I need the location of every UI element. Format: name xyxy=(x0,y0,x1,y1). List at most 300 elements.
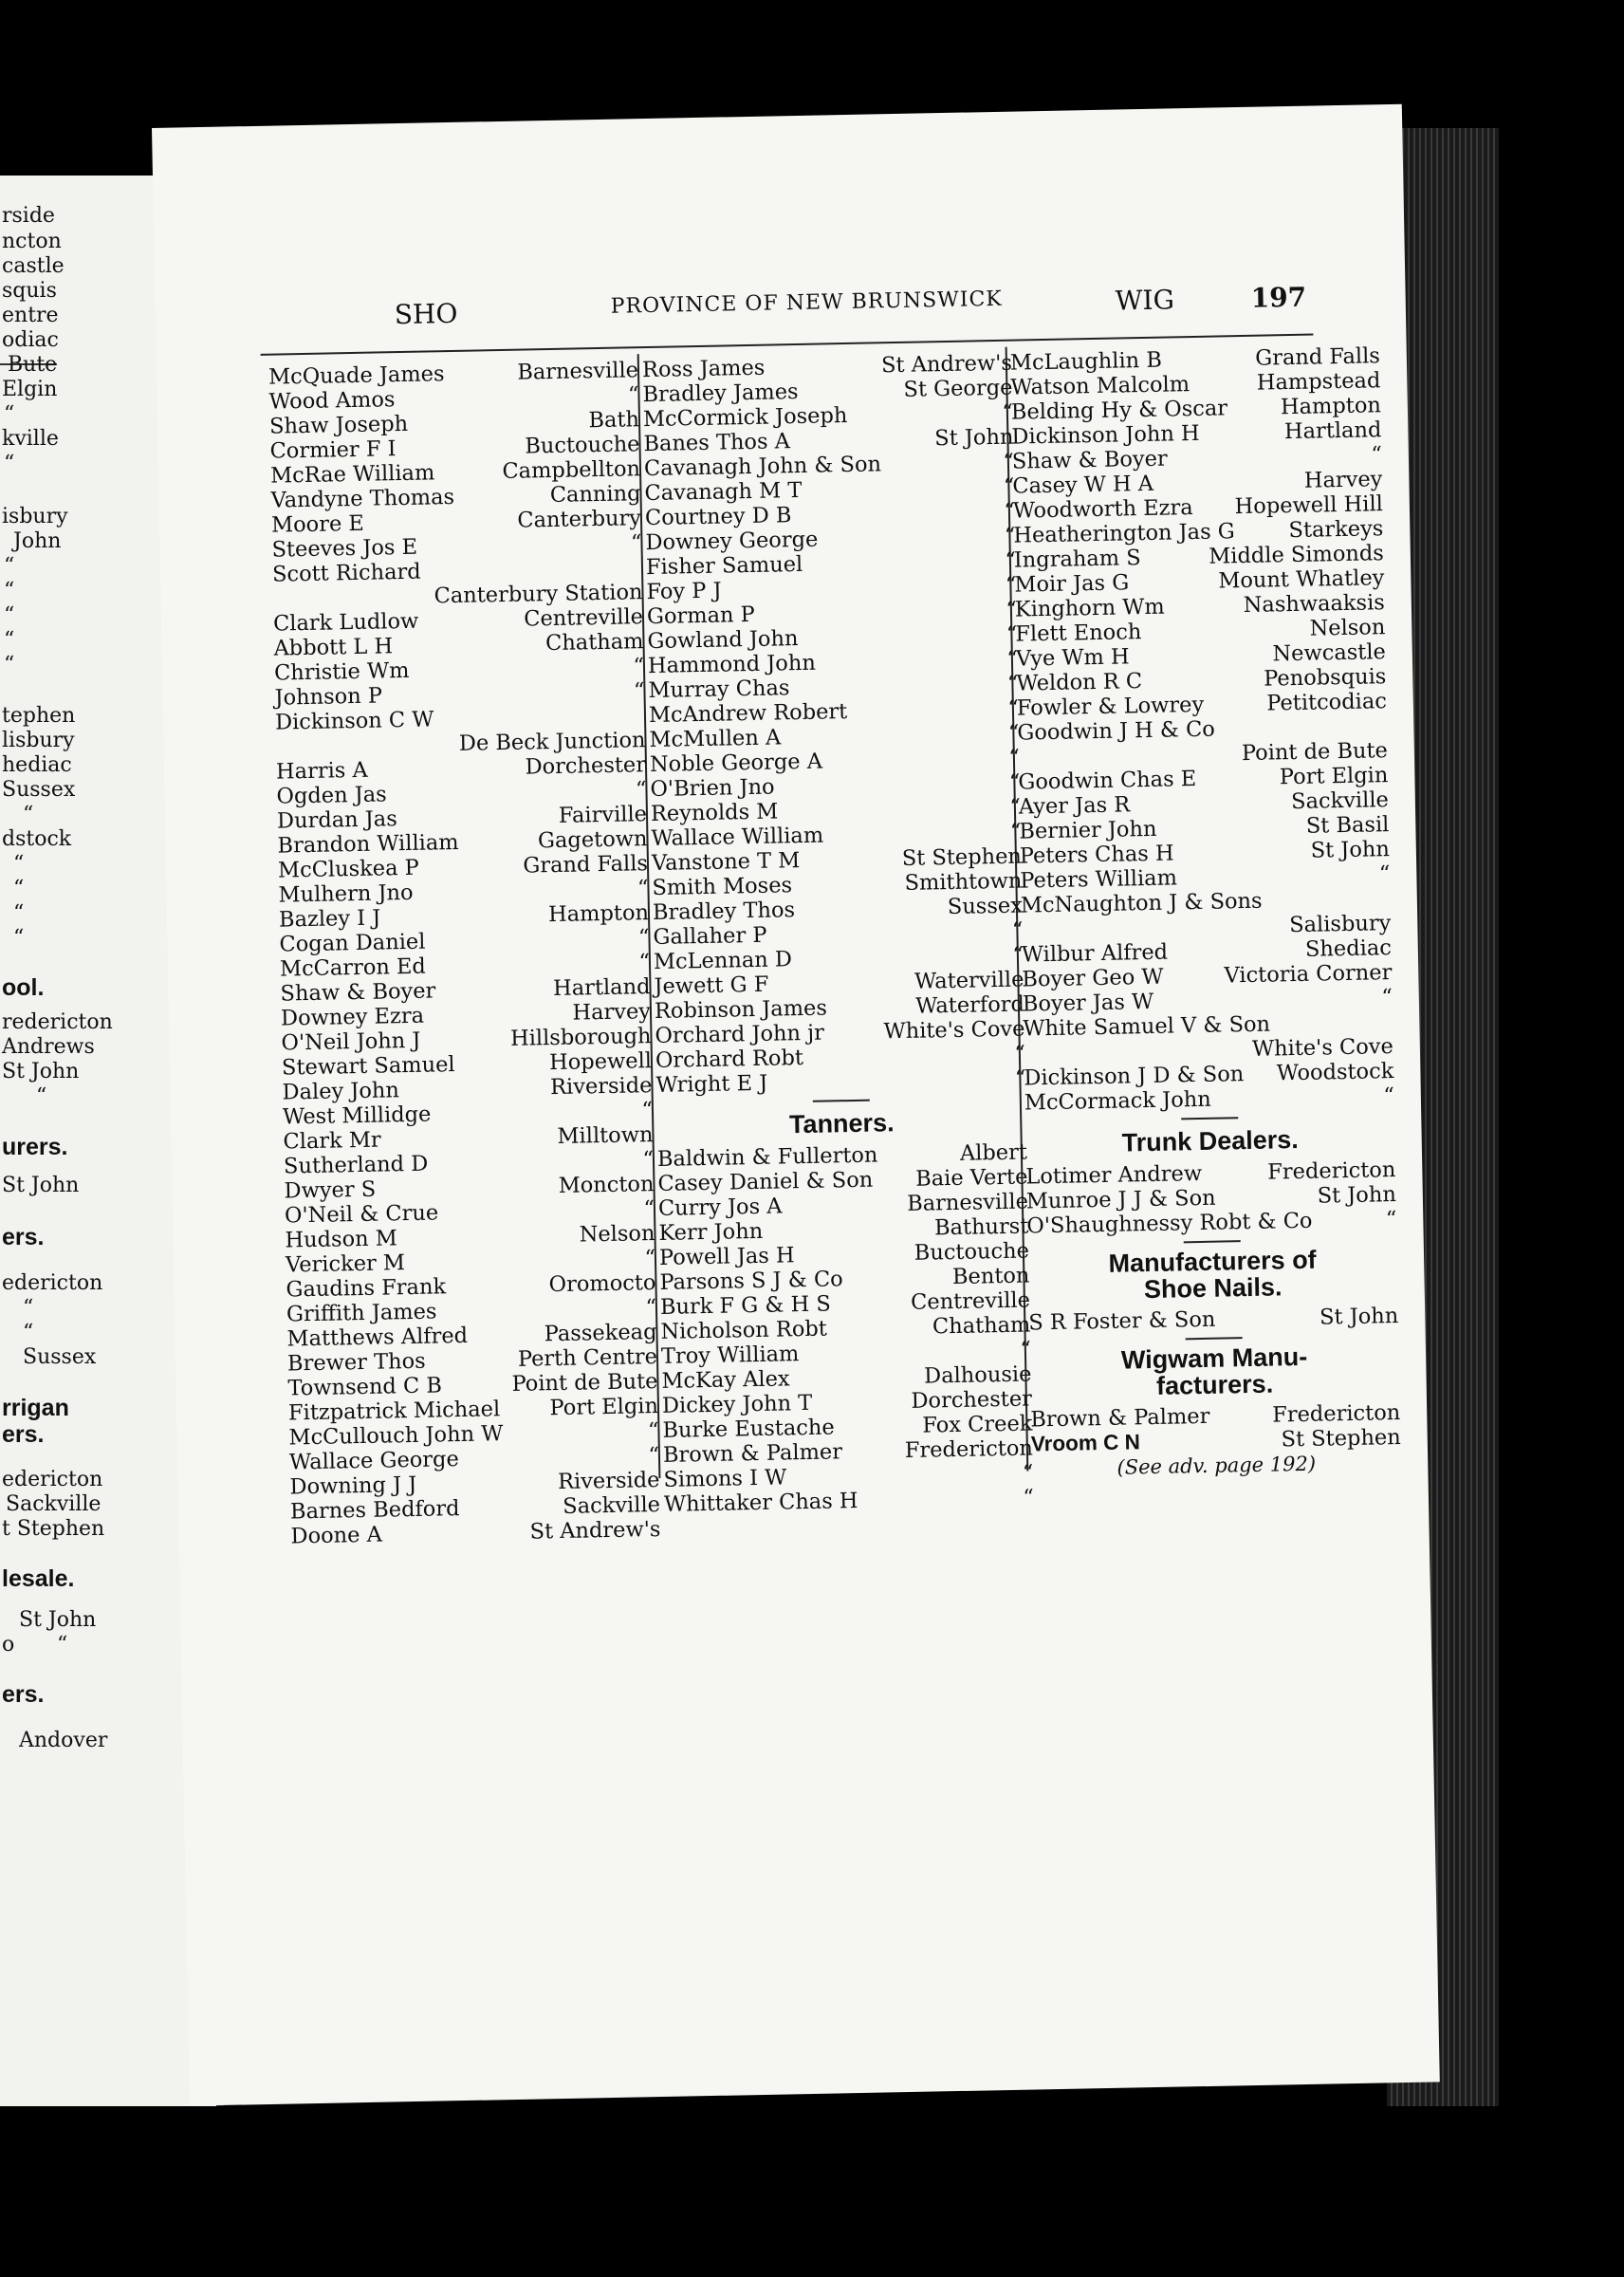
entry-place: Buctouche xyxy=(914,1238,1030,1266)
entry-name: Whittaker Chas H xyxy=(663,1488,858,1517)
entry-place: Baie Verte xyxy=(914,1164,1028,1192)
left-text-fragment: edericton xyxy=(2,1271,103,1295)
entry-name: Noble George A xyxy=(649,749,823,778)
entry-place: Fairville xyxy=(558,802,648,828)
entry-place: Hampstead xyxy=(1256,368,1381,396)
entry-place: St Andrew's xyxy=(880,350,1013,379)
entry-name: McLennan D xyxy=(653,947,793,975)
entry-name: Christie Wm xyxy=(273,657,410,686)
page-title: PROVINCE OF NEW BRUNSWICK xyxy=(610,287,1003,319)
entry-name: Clark Ludlow xyxy=(272,608,419,637)
entry-place: “ xyxy=(1004,523,1016,548)
entry-name: Woodworth Ezra xyxy=(1012,495,1193,524)
entry-place: St John xyxy=(1319,1304,1399,1330)
entry-name: Ayer Jas R xyxy=(1018,792,1131,820)
left-text-fragment: castle xyxy=(2,254,65,278)
entry-place: St John xyxy=(1317,1182,1397,1209)
entry-name: Vandyne Thomas xyxy=(270,484,455,513)
entry-place: Barnesville xyxy=(906,1189,1029,1216)
section-heading-shoe-nails xyxy=(1027,1245,1398,1305)
entry-name: Shaw & Boyer xyxy=(280,978,436,1007)
left-text-fragment: St John xyxy=(2,1060,80,1083)
left-text-fragment: Andover xyxy=(19,1729,108,1752)
entry-place: “ xyxy=(1004,498,1016,524)
entry-name: Parsons S J & Co xyxy=(659,1267,843,1295)
entry-place: Middle Simonds xyxy=(1208,541,1385,569)
section-heading-wigwam xyxy=(1029,1342,1400,1401)
entry-place: “ xyxy=(1371,442,1383,468)
entry-name: Flett Enoch xyxy=(1015,620,1142,647)
entry-name: McCluskea P xyxy=(277,855,420,883)
heading-line: Wigwam Manu- xyxy=(1120,1342,1308,1375)
left-text-fragment: Andrews xyxy=(2,1035,95,1059)
entry-name: McLaughlin B xyxy=(1009,347,1163,376)
entry-place: Milltown xyxy=(557,1122,654,1149)
left-text-fragment: “ xyxy=(13,877,25,900)
entry-name: Sutherland D xyxy=(283,1151,429,1179)
entry-name: Downey Ezra xyxy=(280,1003,425,1031)
entry-place: “ xyxy=(1012,942,1024,968)
entry-place: “ xyxy=(1009,794,1022,820)
entry-name: Brewer Thos xyxy=(286,1348,426,1377)
entry-name: Cormier F I xyxy=(269,436,397,464)
entry-name: Courtney D B xyxy=(644,503,792,531)
entry-name: Goodwin J H & Co xyxy=(1017,716,1216,746)
entry-name: Vericker M xyxy=(285,1250,406,1278)
left-text-fragment: “ xyxy=(4,653,15,676)
entry-name: Kerr John xyxy=(658,1218,764,1246)
entry-name: Lotimer Andrew xyxy=(1025,1160,1203,1190)
entry-name: McKay Alex xyxy=(661,1366,790,1394)
entry-name: McAndrew Robert xyxy=(648,699,848,729)
entry-name: Bazley I J xyxy=(278,905,381,933)
entry-place: Hopewell Hill xyxy=(1234,491,1384,520)
entry-place: Fox Creek xyxy=(922,1411,1033,1438)
entry-place: “ xyxy=(644,1246,656,1271)
entry-place: Centreville xyxy=(524,604,644,632)
entry-place: Canterbury xyxy=(517,506,642,533)
entry-name: Vye Wm H xyxy=(1015,644,1130,672)
entry-place: Dorchester xyxy=(525,752,647,780)
entry-place: “ xyxy=(1383,1083,1395,1109)
left-text-fragment: dstock xyxy=(2,827,72,851)
section-rule xyxy=(1181,1117,1238,1120)
column-3 xyxy=(1007,343,1402,1481)
entry-place: Dorchester xyxy=(911,1386,1033,1414)
entry-name: Cavanagh M T xyxy=(644,477,803,507)
entry-place: Petitcodiac xyxy=(1266,689,1388,716)
entry-name: Dickinson John H xyxy=(1011,420,1200,450)
entry-place: “ xyxy=(1014,1041,1026,1066)
entry-place: Grand Falls xyxy=(1254,343,1381,371)
directory-entry xyxy=(1028,1304,1398,1335)
entry-name: Powell Jas H xyxy=(658,1243,795,1270)
entry-name: Gaudins Frank xyxy=(286,1274,447,1303)
entry-name: Boyer Geo W xyxy=(1022,964,1164,992)
entry-name: McMullen A xyxy=(649,725,782,753)
entry-name: O'Neil John J xyxy=(281,1027,421,1056)
entry-name: Townsend C B xyxy=(287,1373,443,1401)
entry-name: Kinghorn Wm xyxy=(1014,594,1165,622)
entry-place: “ xyxy=(630,530,642,556)
entry-name: Weldon R C xyxy=(1016,669,1143,696)
entry-place: “ xyxy=(1385,1207,1397,1232)
entry-name: Banes Thos A xyxy=(643,429,791,457)
entry-name: McQuade James xyxy=(268,361,445,390)
left-text-fragment: “ xyxy=(4,554,15,578)
entry-place: Mount Whatley xyxy=(1218,565,1385,594)
shoemakers-list xyxy=(642,351,1026,1098)
entry-place: Harvey xyxy=(1303,467,1383,493)
entry-place: “ xyxy=(648,1442,660,1469)
entry-name: Orchard Robt xyxy=(655,1045,804,1073)
entry-name: Doone A xyxy=(290,1522,383,1549)
entry-name: Jewett G F xyxy=(654,972,769,999)
entry-place: Bath xyxy=(588,407,640,434)
entry-place: Hartland xyxy=(1283,417,1382,445)
entry-place: Hartland xyxy=(552,974,651,1002)
entry-place: Dalhousie xyxy=(923,1361,1032,1389)
entry-place: Waterville xyxy=(914,967,1024,994)
entry-place: “ xyxy=(1003,449,1015,474)
entry-name: Peters Chas H xyxy=(1019,841,1174,869)
entry-name: Curry Jos A xyxy=(657,1194,783,1221)
entry-name: Wright E J xyxy=(655,1070,768,1098)
column-1 xyxy=(268,358,661,1548)
entry-place: St John xyxy=(1310,837,1391,863)
entry-name: McNaughton J & Sons xyxy=(1020,888,1263,918)
left-text-fragment: “ xyxy=(4,579,15,602)
entry-name: Abbott L H xyxy=(273,634,394,661)
left-text-fragment: “ xyxy=(36,1084,47,1108)
entry-name: Wallace George xyxy=(288,1447,460,1475)
entry-name: Fisher Samuel xyxy=(645,551,803,581)
left-text-fragment: Sackville xyxy=(6,1492,102,1516)
entry-name: Brown & Palmer xyxy=(662,1439,843,1468)
entry-place: Penobsquis xyxy=(1264,664,1387,692)
left-text-fragment: “ xyxy=(13,926,25,950)
entry-name: Cavanagh John & Son xyxy=(643,452,882,482)
running-head-right: WIG xyxy=(1115,284,1175,317)
entry-place: “ xyxy=(643,1196,655,1222)
entry-name: Vroom C N xyxy=(1030,1430,1141,1456)
left-heading-fragment: rrigan xyxy=(2,1395,69,1421)
entry-name: O'Brien Jno xyxy=(650,774,775,803)
entry-name: McRae William xyxy=(269,460,435,489)
entry-place: “ xyxy=(641,1098,654,1123)
left-text-fragment: Sussex xyxy=(23,1345,97,1369)
entry-place: Chatham xyxy=(544,629,644,657)
entry-name: Bradley James xyxy=(642,379,799,408)
entry-name: White Samuel V & Son xyxy=(1023,1011,1271,1042)
left-text-fragment: “ xyxy=(23,803,34,826)
entry-place: “ xyxy=(1009,819,1022,844)
entry-name: Moir Jas G xyxy=(1014,570,1130,598)
entry-name: Burk F G & H S xyxy=(659,1291,832,1320)
left-text-fragment: St John xyxy=(19,1608,97,1632)
entry-name: McCarron Ed xyxy=(279,953,427,982)
entry-name: Dickey John T xyxy=(661,1390,813,1418)
entry-name: Griffith James xyxy=(286,1299,437,1327)
heading-line: facturers. xyxy=(1155,1369,1274,1400)
entry-place: “ xyxy=(1003,473,1015,499)
entry-place: Woodstock xyxy=(1276,1059,1394,1086)
entry-place: Sackville xyxy=(563,1491,661,1519)
entry-name: Shaw & Boyer xyxy=(1011,446,1168,474)
entry-place: “ xyxy=(1022,1460,1034,1486)
entry-name: Wallace William xyxy=(651,823,824,852)
entry-place: Chatham xyxy=(932,1312,1031,1340)
entry-place: St Stephen xyxy=(1281,1424,1401,1453)
entry-name: O'Neil & Crue xyxy=(284,1200,439,1229)
entry-place: Passekeag xyxy=(544,1320,657,1347)
left-text-fragment: hediac xyxy=(2,753,72,777)
entry-place: “ xyxy=(1011,917,1024,943)
entry-place: “ xyxy=(1006,597,1018,622)
entry-place: Hopewell xyxy=(548,1048,653,1076)
entry-place: “ xyxy=(1005,547,1017,573)
left-text-fragment: “ xyxy=(4,603,15,627)
tanners-list xyxy=(657,1139,1034,1516)
entry-name: McCormick Joseph xyxy=(642,402,848,433)
entry-name: West Millidge xyxy=(282,1101,432,1130)
entry-place: St George xyxy=(903,375,1013,402)
entry-name: Goodwin Chas E xyxy=(1018,766,1197,795)
entry-place: Riverside xyxy=(557,1467,660,1495)
entry-place: “ xyxy=(1014,1065,1026,1091)
entry-place: Canterbury Station xyxy=(434,580,643,609)
entry-place: “ xyxy=(1381,985,1393,1010)
entry-place: “ xyxy=(642,1147,655,1173)
left-text-fragment: isbury xyxy=(2,505,68,528)
left-text-fragment: “ xyxy=(23,1296,34,1320)
left-text-fragment: Sussex xyxy=(2,778,76,802)
left-text-fragment: St John xyxy=(2,1174,80,1197)
entry-name: Casey W H A xyxy=(1012,471,1154,499)
entry-place: Smithtown xyxy=(904,868,1023,896)
entry-place: Hampton xyxy=(1280,393,1382,420)
left-text-fragment: lisbury xyxy=(2,729,75,752)
left-text-fragment: odiac xyxy=(2,328,59,352)
entry-place: Buctouche xyxy=(525,432,640,459)
entry-place: Fredericton xyxy=(1271,1399,1401,1428)
entry-place: “ xyxy=(637,925,650,951)
left-heading-fragment: urers. xyxy=(2,1134,68,1160)
entry-place: Barnesville xyxy=(517,358,639,385)
entry-place: “ xyxy=(1006,621,1018,647)
entry-place: Point de Bute xyxy=(1241,738,1389,767)
entry-name: Daley John xyxy=(282,1078,400,1105)
entry-name: Munroe J J & Son xyxy=(1025,1185,1216,1214)
shoe-nails-list xyxy=(1028,1304,1398,1335)
entry-place: “ xyxy=(633,678,645,704)
entry-name: Brown & Palmer xyxy=(1030,1403,1210,1433)
entry-name: Matthews Alfred xyxy=(286,1323,469,1352)
entry-name: Scott Richard xyxy=(271,559,421,587)
entry-name: Fowler & Lowrey xyxy=(1016,692,1205,721)
entry-place: “ xyxy=(635,777,647,803)
left-text-fragment: kville xyxy=(2,427,59,451)
page-number: 197 xyxy=(1250,281,1307,314)
entry-name: Troy William xyxy=(660,1342,800,1369)
entry-place: Nashwaaksis xyxy=(1243,590,1386,618)
left-text-fragment: ncton xyxy=(2,230,62,253)
entry-place: Fredericton xyxy=(1267,1157,1396,1185)
entry-name: Peters William xyxy=(1020,865,1178,894)
left-text-fragment: “ xyxy=(4,628,15,652)
entry-name: Ross James xyxy=(641,355,766,383)
entry-place: Centreville xyxy=(910,1287,1031,1315)
entry-name: Belding Hy & Oscar xyxy=(1010,396,1228,425)
entry-place: Bathurst xyxy=(933,1213,1029,1241)
entry-name: Ogden Jas xyxy=(276,782,387,809)
column-2 xyxy=(642,351,1034,1517)
left-text-fragment: entre xyxy=(2,304,59,327)
entry-name: O'Shaughnessy Robt & Co xyxy=(1026,1208,1313,1239)
left-text-fragment: “ xyxy=(57,1633,68,1657)
entry-place: Waterford xyxy=(914,991,1025,1019)
entry-place: “ xyxy=(1008,745,1021,770)
entry-name: Ingraham S xyxy=(1013,546,1141,573)
entry-place: Fredericton xyxy=(904,1435,1034,1464)
section-heading-trunk-dealers: Trunk Dealers. xyxy=(1121,1124,1300,1157)
entry-name: Simons I W xyxy=(663,1465,787,1492)
entry-place: Point de Bute xyxy=(511,1369,658,1397)
running-head-left: SHO xyxy=(394,297,458,331)
left-text-fragment: tephen xyxy=(2,704,76,728)
entry-place: Oromocto xyxy=(548,1270,656,1298)
entry-name: Clark Mr xyxy=(283,1127,381,1155)
entry-name: Foy P J xyxy=(646,578,722,605)
left-text-fragment: rside xyxy=(2,204,55,228)
entry-place: “ xyxy=(633,654,645,679)
trunk-dealers-list xyxy=(1025,1157,1396,1238)
advert-note: (See adv. page 192) xyxy=(1116,1452,1317,1479)
entry-name: Fitzpatrick Michael xyxy=(287,1397,501,1426)
left-text-fragment: “ xyxy=(23,1321,34,1344)
entry-place: Hampton xyxy=(547,900,650,928)
entry-name: Watson Malcolm xyxy=(1010,372,1190,400)
entry-name: Stewart Samuel xyxy=(281,1052,455,1081)
entry-place: St John xyxy=(934,424,1014,452)
entry-place: “ xyxy=(1008,769,1021,795)
entry-place: Grand Falls xyxy=(523,851,649,879)
left-text-fragment: redericton xyxy=(2,1010,113,1034)
entry-place: “ xyxy=(1007,695,1020,721)
entry-name: Shaw Joseph xyxy=(268,411,409,439)
entry-place: Harvey xyxy=(572,999,652,1026)
left-text-fragment: “ xyxy=(4,452,15,475)
left-heading-fragment: ers. xyxy=(2,1224,45,1250)
entry-place: Nelson xyxy=(579,1221,655,1248)
entry-name: Smith Moses xyxy=(652,873,793,901)
entry-place: Perth Centre xyxy=(517,1344,658,1372)
entry-place: Benton xyxy=(951,1263,1030,1290)
entry-name: Hammond John xyxy=(647,650,817,679)
entry-name: Orchard John jr xyxy=(655,1020,825,1048)
entry-name: McCullouch John W xyxy=(288,1421,504,1451)
left-text-fragment: edericton xyxy=(2,1468,103,1491)
entry-name: Burke Eustache xyxy=(662,1415,835,1443)
left-heading-fragment: lesale. xyxy=(2,1565,75,1592)
entry-place: Moncton xyxy=(558,1172,655,1198)
entry-place: De Beck Junction xyxy=(458,728,646,756)
entry-place: “ xyxy=(645,1295,657,1321)
entry-name: Wilbur Alfred xyxy=(1021,939,1169,968)
left-text-fragment: squis xyxy=(2,279,57,303)
left-text-fragment: t Stephen xyxy=(2,1517,105,1541)
entry-name: Bradley Thos xyxy=(652,898,796,926)
entry-place: “ xyxy=(638,950,651,975)
entry-name: Gowland John xyxy=(647,626,799,655)
entry-name: Durdan Jas xyxy=(276,806,398,834)
entry-name: Nicholson Robt xyxy=(660,1316,828,1344)
entry-place: Albert xyxy=(959,1139,1028,1166)
entry-name: McCormack John xyxy=(1024,1086,1211,1116)
heading-line: Manufacturers of xyxy=(1108,1245,1317,1278)
left-text-fragment: “ xyxy=(13,901,25,925)
entry-name: S R Foster & Son xyxy=(1028,1306,1216,1336)
entry-name: Brandon William xyxy=(277,829,459,859)
entry-name: Boyer Jas W xyxy=(1022,989,1154,1017)
entry-name: Baldwin & Fullerton xyxy=(656,1142,878,1172)
left-heading-fragment: ers. xyxy=(2,1681,45,1708)
entry-place: St Basil xyxy=(1305,812,1390,839)
entry-name: Casey Daniel & Son xyxy=(657,1167,874,1196)
entry-place: “ xyxy=(1378,861,1391,887)
entry-place: “ xyxy=(637,876,649,901)
entry-name: Mulhern Jno xyxy=(278,879,414,908)
entry-place: Canning xyxy=(549,481,641,509)
entry-place: St Stephen xyxy=(901,843,1023,871)
entry-name: Dwyer S xyxy=(284,1176,377,1204)
entry-place: White's Cove xyxy=(883,1016,1025,1045)
entry-place: Campbellton xyxy=(502,456,641,484)
left-text-fragment: “ xyxy=(13,852,25,876)
entry-name: Johnson P xyxy=(274,683,383,711)
entry-name: Hudson M xyxy=(285,1226,398,1253)
left-text-fragment: John xyxy=(13,529,62,553)
entry-place: Hillsborough xyxy=(509,1024,652,1051)
wigwam-list xyxy=(1030,1400,1401,1456)
entry-name: Robinson James xyxy=(654,995,828,1024)
entry-place: Port Elgin xyxy=(549,1394,659,1421)
directory-page xyxy=(152,104,1440,2106)
entry-place: “ xyxy=(1005,572,1017,598)
section-rule xyxy=(813,1100,870,1102)
entry-place: “ xyxy=(647,1417,659,1444)
entry-place: Gagetown xyxy=(537,826,648,854)
entry-name: Downing J J xyxy=(289,1472,417,1500)
entry-place: “ xyxy=(1006,671,1019,696)
entry-place: St Andrew's xyxy=(529,1516,661,1545)
entry-place: Newcastle xyxy=(1272,639,1387,667)
entry-place: Victoria Corner xyxy=(1224,960,1393,989)
entry-name: Gallaher P xyxy=(653,922,767,951)
entry-name: Wood Amos xyxy=(268,387,396,415)
section-rule xyxy=(1186,1337,1243,1340)
entry-name: Vanstone T M xyxy=(651,848,801,877)
left-text-fragment: Elgin xyxy=(2,378,58,401)
entry-name: Dickinson J D & Son xyxy=(1024,1062,1245,1091)
section-heading-tanners: Tanners. xyxy=(788,1108,895,1139)
entry-name: Heatherington Jas G xyxy=(1013,519,1236,548)
entry-name: Bernier John xyxy=(1019,816,1157,844)
entry-place: Salisbury xyxy=(1288,911,1392,938)
section-rule xyxy=(1184,1240,1241,1243)
left-text-fragment: Bute xyxy=(8,353,58,377)
entry-name: Downey George xyxy=(645,527,819,556)
